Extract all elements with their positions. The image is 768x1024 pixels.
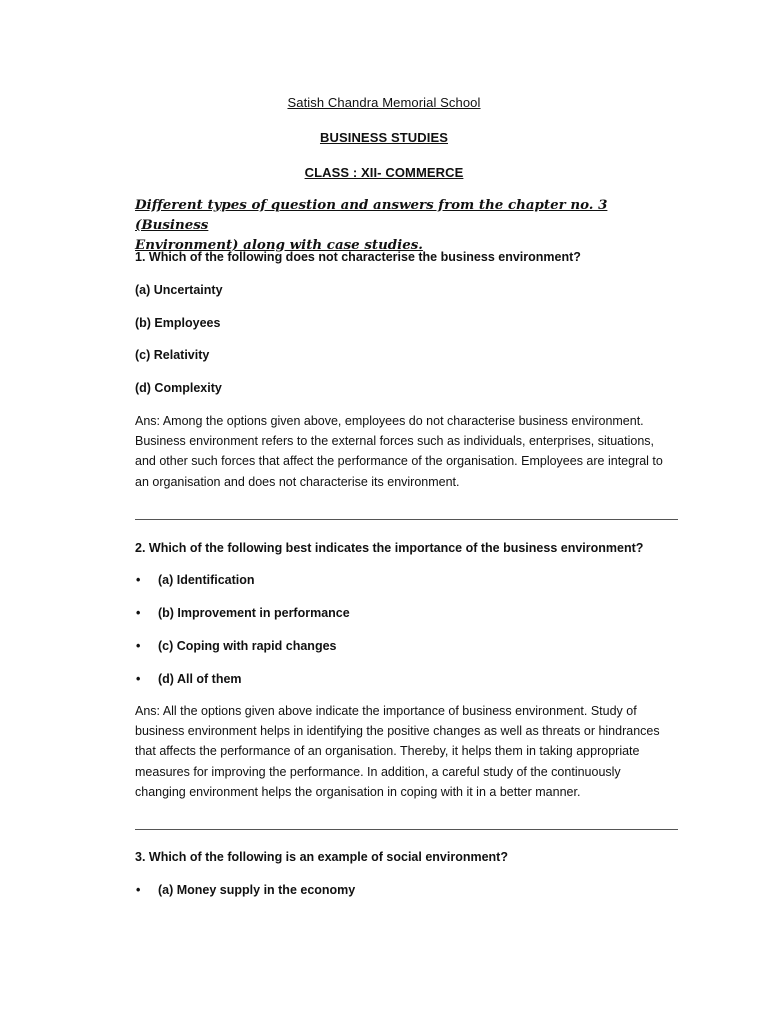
bullet-icon: • xyxy=(136,672,141,686)
question-2-option-b xyxy=(136,605,350,621)
question-1-option-b: (b) Employees xyxy=(135,316,221,330)
answer-line: measures for improving the performance. In addition, a careful study of the continuously xyxy=(135,764,621,779)
answer-line: changing environment helps the organisation in coping with it in a better manner. xyxy=(135,784,581,799)
question-2: 2. Which of the following best indicates the importance of the business environment? xyxy=(135,541,644,555)
class-label: CLASS : XII- COMMERCE xyxy=(304,165,464,180)
option-text: (a) Money supply in the economy xyxy=(158,883,356,897)
question-1-option-d: (d) Complexity xyxy=(135,381,222,395)
answer-line xyxy=(135,411,680,431)
answer-text: All the options given above indicate the importance of business environment. Study of xyxy=(162,704,637,718)
answer-line: and other such forces that affect the performance of the organisation. Employees are integral to xyxy=(135,454,663,469)
subtitle-line-1: Different types of question and answers from the chapter no. 3 (Business xyxy=(135,197,608,233)
question-2-option-d xyxy=(136,671,242,687)
answer-line: business environment helps in identifying the positive changes as well as threats or hindrances xyxy=(135,724,660,739)
section-divider xyxy=(135,519,678,520)
subject-title: BUSINESS STUDIES xyxy=(319,130,448,145)
question-2-option-a xyxy=(136,572,255,588)
bullet-icon: • xyxy=(136,606,141,620)
answer-label: Ans: xyxy=(135,414,161,428)
bullet-icon: • xyxy=(136,573,141,587)
answer-line: Business environment refers to the external forces such as individuals, enterprises, situations, xyxy=(135,434,655,449)
answer-line xyxy=(135,701,680,721)
question-1-option-a: (a) Uncertainty xyxy=(135,283,223,297)
question-1-option-c: (c) Relativity xyxy=(135,348,210,362)
answer-text: Among the options given above, employees do not characterise business environment. xyxy=(162,414,644,428)
school-name: Satish Chandra Memorial School xyxy=(287,95,481,110)
question-2-answer xyxy=(135,701,680,802)
option-text: (c) Coping with rapid changes xyxy=(158,639,337,653)
bullet-icon: • xyxy=(136,883,141,897)
answer-label: Ans: xyxy=(135,704,161,718)
chapter-subtitle xyxy=(135,195,680,255)
question-2-option-c xyxy=(136,638,337,654)
option-text: (a) Identification xyxy=(158,573,255,587)
question-1: 1. Which of the following does not characterise the business environment? xyxy=(135,250,581,264)
answer-line: an organisation and does not characterise its environment. xyxy=(135,474,460,489)
question-1-answer xyxy=(135,411,680,492)
answer-line: that affects the performance of an organisation. Thereby, it helps them in taking appropriate xyxy=(135,744,640,759)
section-divider xyxy=(135,829,678,830)
question-3: 3. Which of the following is an example of social environment? xyxy=(135,850,508,864)
question-3-option-a xyxy=(136,882,356,898)
bullet-icon: • xyxy=(136,639,141,653)
subtitle-line-2: Environment) along with case studies. xyxy=(135,237,423,253)
option-text: (d) All of them xyxy=(158,672,242,686)
option-text: (b) Improvement in performance xyxy=(158,606,350,620)
